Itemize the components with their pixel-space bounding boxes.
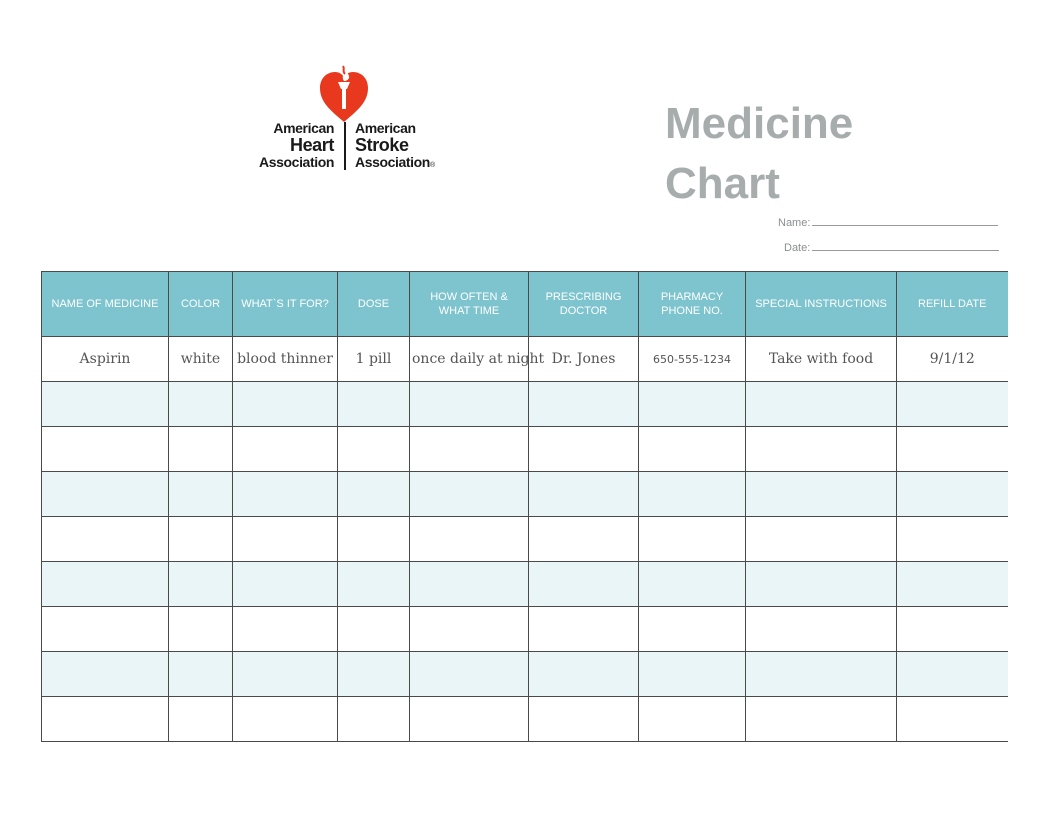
column-header-whats-it-for: WHAT`S IT FOR? [233, 272, 338, 337]
table-cell-name-of-medicine[interactable] [42, 697, 169, 742]
table-cell-dose[interactable] [338, 517, 410, 562]
table-cell-prescribing-doctor[interactable] [529, 697, 639, 742]
table-cell-refill-date[interactable] [897, 652, 1008, 697]
table-cell-how-often-what-time[interactable] [410, 517, 529, 562]
table-cell-name-of-medicine[interactable] [42, 652, 169, 697]
aha-asa-logo [244, 62, 456, 174]
table-cell-prescribing-doctor[interactable] [529, 652, 639, 697]
heart-torch-icon [316, 62, 372, 124]
table-row [42, 382, 1008, 427]
table-cell-prescribing-doctor[interactable] [529, 517, 639, 562]
table-cell-color[interactable] [169, 472, 233, 517]
name-label: Name: [778, 217, 811, 229]
table-header-row [42, 272, 1008, 337]
table-cell-pharmacy-phone[interactable] [639, 697, 746, 742]
table-row [42, 607, 1008, 652]
table-cell-color[interactable] [169, 607, 233, 652]
table-cell-prescribing-doctor[interactable] [529, 562, 639, 607]
table-cell-whats-it-for[interactable] [233, 427, 338, 472]
table-cell-whats-it-for[interactable] [233, 697, 338, 742]
table-cell-pharmacy-phone[interactable] [639, 652, 746, 697]
table-cell-refill-date[interactable] [897, 472, 1008, 517]
table-cell-refill-date[interactable] [897, 517, 1008, 562]
table-cell-color[interactable] [169, 562, 233, 607]
column-header-pharmacy-phone: PHARMACY PHONE NO. [639, 272, 746, 337]
table-cell-refill-date[interactable] [897, 562, 1008, 607]
table-cell-special-instructions[interactable] [746, 697, 897, 742]
table-row [42, 697, 1008, 742]
table-cell-color[interactable]: white [169, 337, 233, 382]
table-cell-prescribing-doctor[interactable] [529, 427, 639, 472]
table-cell-dose[interactable] [338, 652, 410, 697]
table-cell-dose[interactable] [338, 607, 410, 652]
table-cell-pharmacy-phone[interactable] [639, 517, 746, 562]
table-cell-pharmacy-phone[interactable]: 650-555-1234 [639, 337, 746, 382]
table-cell-name-of-medicine[interactable] [42, 472, 169, 517]
table-cell-refill-date[interactable] [897, 607, 1008, 652]
column-header-dose: DOSE [338, 272, 410, 337]
table-cell-how-often-what-time[interactable] [410, 562, 529, 607]
table-cell-color[interactable] [169, 517, 233, 562]
table-cell-dose[interactable]: 1 pill [338, 337, 410, 382]
table-cell-dose[interactable] [338, 472, 410, 517]
table-cell-prescribing-doctor[interactable] [529, 472, 639, 517]
table-cell-how-often-what-time[interactable] [410, 472, 529, 517]
table-row [42, 562, 1008, 607]
table-cell-whats-it-for[interactable]: blood thinner [233, 337, 338, 382]
table-cell-dose[interactable] [338, 382, 410, 427]
table-cell-prescribing-doctor[interactable]: Dr. Jones [529, 337, 639, 382]
table-cell-name-of-medicine[interactable] [42, 607, 169, 652]
table-cell-how-often-what-time[interactable] [410, 427, 529, 472]
table-row [42, 427, 1008, 472]
date-line[interactable] [812, 240, 999, 251]
table-cell-dose[interactable] [338, 562, 410, 607]
table-cell-prescribing-doctor[interactable] [529, 607, 639, 652]
table-row [42, 652, 1008, 697]
column-header-how-often-what-time: HOW OFTEN & WHAT TIME [410, 272, 529, 337]
table-cell-dose[interactable] [338, 697, 410, 742]
registered-mark: ® [429, 162, 435, 169]
table-cell-how-often-what-time[interactable] [410, 652, 529, 697]
table-cell-color[interactable] [169, 382, 233, 427]
table-cell-color[interactable] [169, 697, 233, 742]
table-cell-pharmacy-phone[interactable] [639, 607, 746, 652]
name-field[interactable] [778, 215, 998, 229]
table-cell-name-of-medicine[interactable] [42, 562, 169, 607]
table-cell-name-of-medicine[interactable] [42, 427, 169, 472]
table-cell-dose[interactable] [338, 427, 410, 472]
table-cell-pharmacy-phone[interactable] [639, 427, 746, 472]
table-cell-pharmacy-phone[interactable] [639, 562, 746, 607]
table-cell-name-of-medicine[interactable]: Aspirin [42, 337, 169, 382]
table-cell-name-of-medicine[interactable] [42, 517, 169, 562]
column-header-name-of-medicine: NAME OF MEDICINE [42, 272, 169, 337]
table-cell-how-often-what-time[interactable]: once daily at night [410, 337, 529, 382]
title-line-1: Medicine [665, 99, 854, 148]
title-line-2: Chart [665, 159, 780, 208]
table-row [42, 472, 1008, 517]
table-cell-special-instructions[interactable] [746, 562, 897, 607]
table-cell-whats-it-for[interactable] [233, 382, 338, 427]
column-header-color: COLOR [169, 272, 233, 337]
table-cell-special-instructions[interactable] [746, 427, 897, 472]
heart-association-name: American Heart Association [259, 120, 334, 170]
table-cell-name-of-medicine[interactable] [42, 382, 169, 427]
table-cell-special-instructions[interactable] [746, 472, 897, 517]
table-cell-whats-it-for[interactable] [233, 652, 338, 697]
table-row [42, 337, 1008, 382]
table-cell-color[interactable] [169, 427, 233, 472]
table-cell-special-instructions[interactable] [746, 607, 897, 652]
table-cell-special-instructions[interactable] [746, 517, 897, 562]
table-cell-how-often-what-time[interactable] [410, 382, 529, 427]
table-cell-color[interactable] [169, 652, 233, 697]
column-header-prescribing-doctor: PRESCRIBING DOCTOR [529, 272, 639, 337]
name-line[interactable] [812, 215, 998, 226]
table-cell-how-often-what-time[interactable] [410, 607, 529, 652]
table-cell-special-instructions[interactable] [746, 652, 897, 697]
table-cell-refill-date[interactable] [897, 382, 1008, 427]
table-cell-refill-date[interactable]: 9/1/12 [897, 337, 1008, 382]
table-cell-special-instructions[interactable] [746, 382, 897, 427]
table-cell-prescribing-doctor[interactable] [529, 382, 639, 427]
column-header-special-instructions: SPECIAL INSTRUCTIONS [746, 272, 897, 337]
page-title [665, 94, 853, 214]
table-row [42, 517, 1008, 562]
column-header-refill-date: REFILL DATE [897, 272, 1008, 337]
logo-divider [344, 122, 346, 170]
table-cell-whats-it-for[interactable] [233, 607, 338, 652]
table-cell-refill-date[interactable] [897, 427, 1008, 472]
table-cell-whats-it-for[interactable] [233, 472, 338, 517]
table-cell-pharmacy-phone[interactable] [639, 472, 746, 517]
date-label: Date: [784, 242, 811, 254]
medicine-table [41, 271, 1008, 742]
table-cell-how-often-what-time[interactable] [410, 697, 529, 742]
table-cell-special-instructions[interactable]: Take with food [746, 337, 897, 382]
table-cell-whats-it-for[interactable] [233, 562, 338, 607]
table-cell-refill-date[interactable] [897, 697, 1008, 742]
table-cell-pharmacy-phone[interactable] [639, 382, 746, 427]
date-field[interactable] [784, 240, 999, 254]
table-cell-whats-it-for[interactable] [233, 517, 338, 562]
stroke-association-name: American Stroke Association® [355, 120, 435, 170]
